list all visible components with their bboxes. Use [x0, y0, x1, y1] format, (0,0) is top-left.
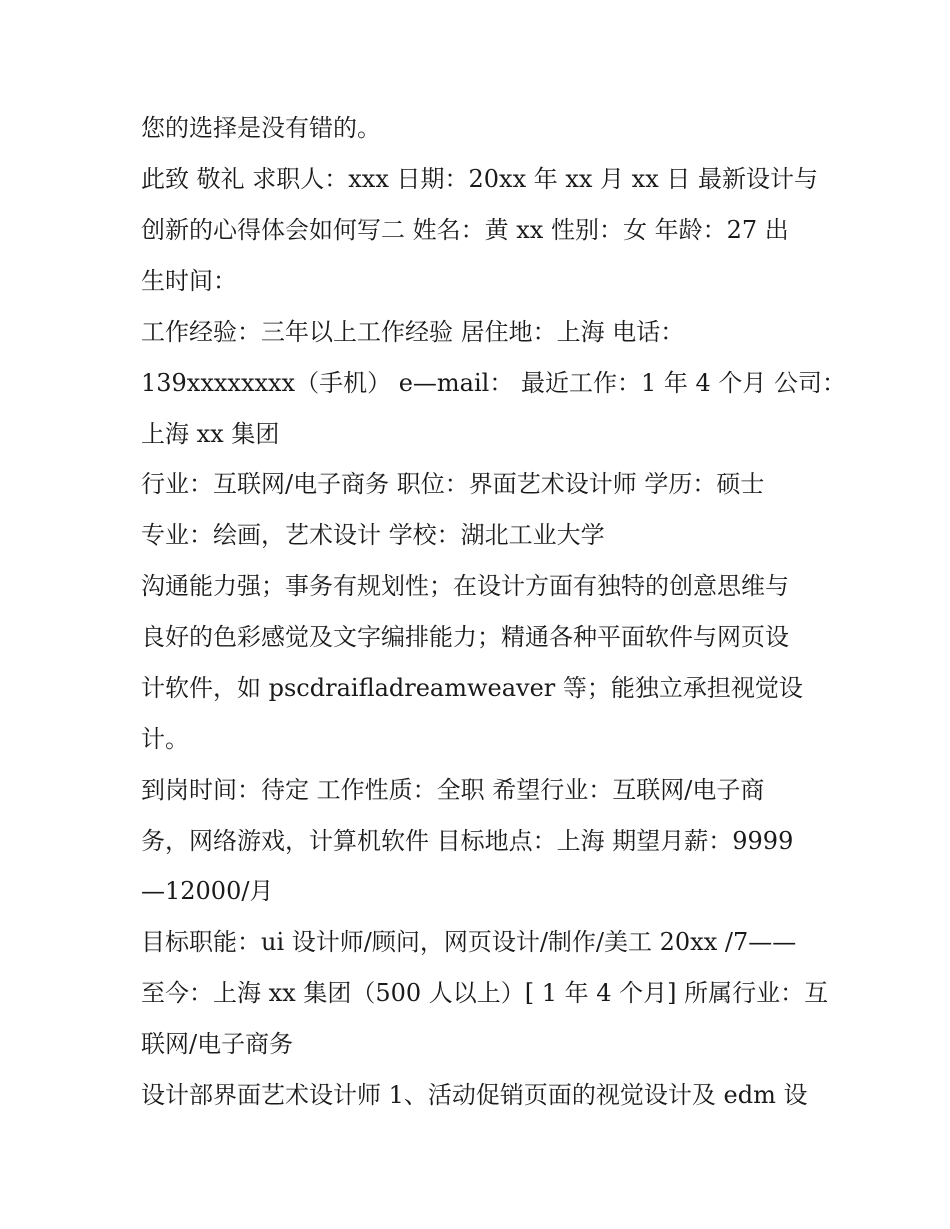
text-line: 设计部界面艺术设计师 1、活动促销页面的视觉设计及 edm 设: [141, 1081, 808, 1109]
text-line: 至今：上海 xx 集团（500 人以上）[ 1 年 4 个月] 所属行业：互: [141, 979, 829, 1007]
text-line: —12000/月: [141, 877, 274, 905]
text-line: 专业：绘画，艺术设计 学校：湖北工业大学: [141, 521, 605, 549]
text-line: 联网/电子商务: [141, 1030, 294, 1058]
text-line: 务，网络游戏，计算机软件 目标地点：上海 期望月薪：9999: [141, 827, 794, 855]
text-line: 您的选择是没有错的。: [141, 114, 381, 142]
text-line: 计。: [141, 725, 189, 753]
text-line: 创新的心得体会如何写二 姓名：黄 xx 性别：女 年龄：27 出: [141, 216, 789, 244]
text-line: 139xxxxxxxx（手机） e—mail： 最近工作：1 年 4 个月 公司：: [141, 369, 847, 397]
text-line: 沟通能力强；事务有规划性；在设计方面有独特的创意思维与: [141, 572, 789, 600]
text-line: 上海 xx 集团: [141, 420, 280, 448]
text-line: 良好的色彩感觉及文字编排能力；精通各种平面软件与网页设: [141, 623, 789, 651]
text-line: 工作经验：三年以上工作经验 居住地：上海 电话：: [141, 318, 685, 346]
text-line: 目标职能：ui 设计师/顾问，网页设计/制作/美工 20xx /7——: [141, 928, 797, 956]
text-line: 此致 敬礼 求职人：xxx 日期：20xx 年 xx 月 xx 日 最新设计与: [141, 165, 819, 193]
text-line: 行业：互联网/电子商务 职位：界面艺术设计师 学历：硕士: [141, 470, 765, 498]
text-line: 生时间：: [141, 267, 237, 295]
text-line: 计软件，如 pscdraifladreamweaver 等；能独立承担视觉设: [141, 674, 803, 702]
text-line: 到岗时间：待定 工作性质：全职 希望行业：互联网/电子商: [141, 776, 765, 804]
